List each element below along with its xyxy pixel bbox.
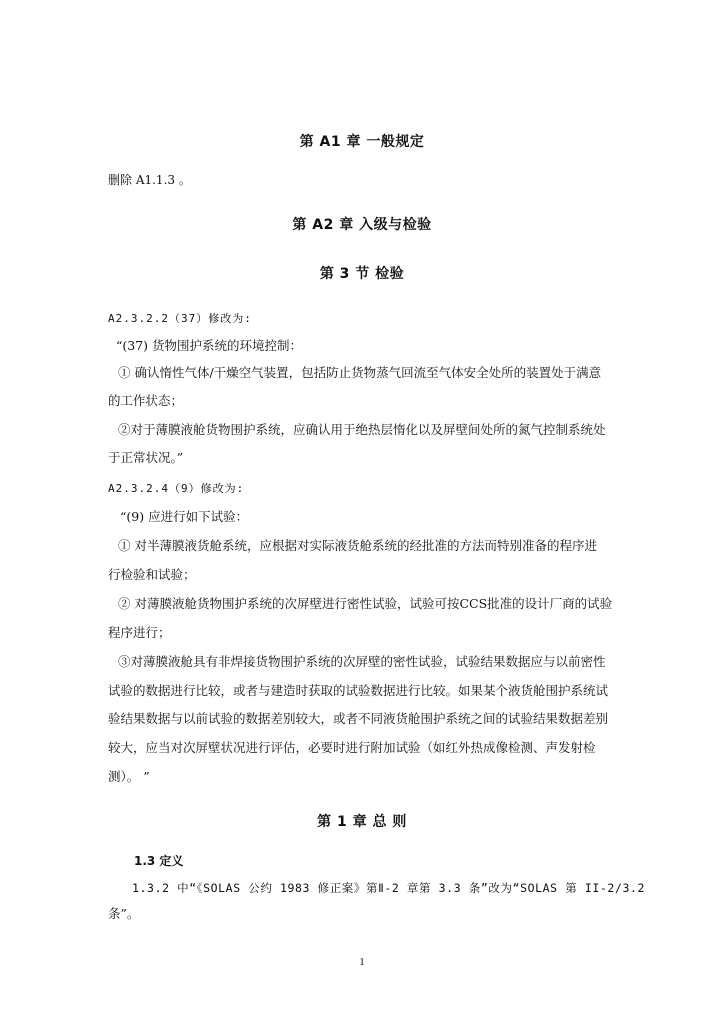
paragraph-line: 较大，应当对次屏壁状况进行评估，必要时进行附加试验（如红外热成像检测、声发射检 xyxy=(108,740,596,755)
paragraph-line: ②对于薄膜液舱货物围护系统，应确认用于绝热层惰化以及屏壁间处所的氮气控制系统处 xyxy=(118,422,606,437)
section-3-heading: 第 3 节 检验 xyxy=(319,266,405,282)
chapter-a1-heading: 第 A1 章 一般规定 xyxy=(299,134,425,150)
delete-clause-line: 删除 A1.1.3 。 xyxy=(108,173,191,187)
paragraph-line: 于正常状况。” xyxy=(108,450,184,465)
paragraph-line: 行检验和试验； xyxy=(108,567,196,582)
clause-a2-3-2-2-line: A2.3.2.2（37）修改为: xyxy=(108,312,252,325)
paragraph-line: “(9) 应进行如下试验： xyxy=(120,509,249,524)
paragraph-line: 1.3.2 中“《SOLAS 公约 1983 修正案》第Ⅱ-2 章第 3.3 条”改为“SOLAS 第 II-2/3.2 xyxy=(132,881,646,895)
paragraph-line: ② 对薄膜液舱货物围护系统的次屏壁进行密性试验，试验可按CCS批准的设计厂商的试验 xyxy=(118,596,613,611)
chapter-1-heading: 第 1 章 总 则 xyxy=(317,814,407,830)
paragraph-line: 测）。 ” xyxy=(108,769,150,784)
paragraph-line: 条”。 xyxy=(108,906,140,921)
paragraph-line: “(37) 货物围护系统的环境控制： xyxy=(116,338,303,353)
definition-subheading: 1.3 定义 xyxy=(134,854,184,868)
paragraph-line: ① 对半薄膜液货舱系统，应根据对实际液货舱系统的经批准的方法而特别准备的程序进 xyxy=(118,538,597,553)
paragraph-line: 程序进行； xyxy=(108,625,171,640)
page-number: 1 xyxy=(359,956,365,968)
paragraph-line: 验结果数据与以前试验的数据差别较大，或者不同液货舱围护系统之间的试验结果数据差别 xyxy=(108,711,609,726)
clause-a2-3-2-4-line: A2.3.2.4（9）修改为: xyxy=(108,482,245,495)
chapter-a2-heading: 第 A2 章 入级与检验 xyxy=(292,217,432,233)
paragraph-line: ① 确认惰性气体/干燥空气装置，包括防止货物蒸气回流至气体安全处所的装置处于满意 xyxy=(118,365,602,380)
paragraph-line: 试验的数据进行比较，或者与建造时获取的试验数据进行比较。如果某个液货舱围护系统试 xyxy=(108,683,609,698)
paragraph-line: ③对薄膜液舱具有非焊接货物围护系统的次屏壁的密性试验，试验结果数据应与以前密性 xyxy=(118,654,606,669)
paragraph-line: 的工作状态； xyxy=(108,393,184,408)
